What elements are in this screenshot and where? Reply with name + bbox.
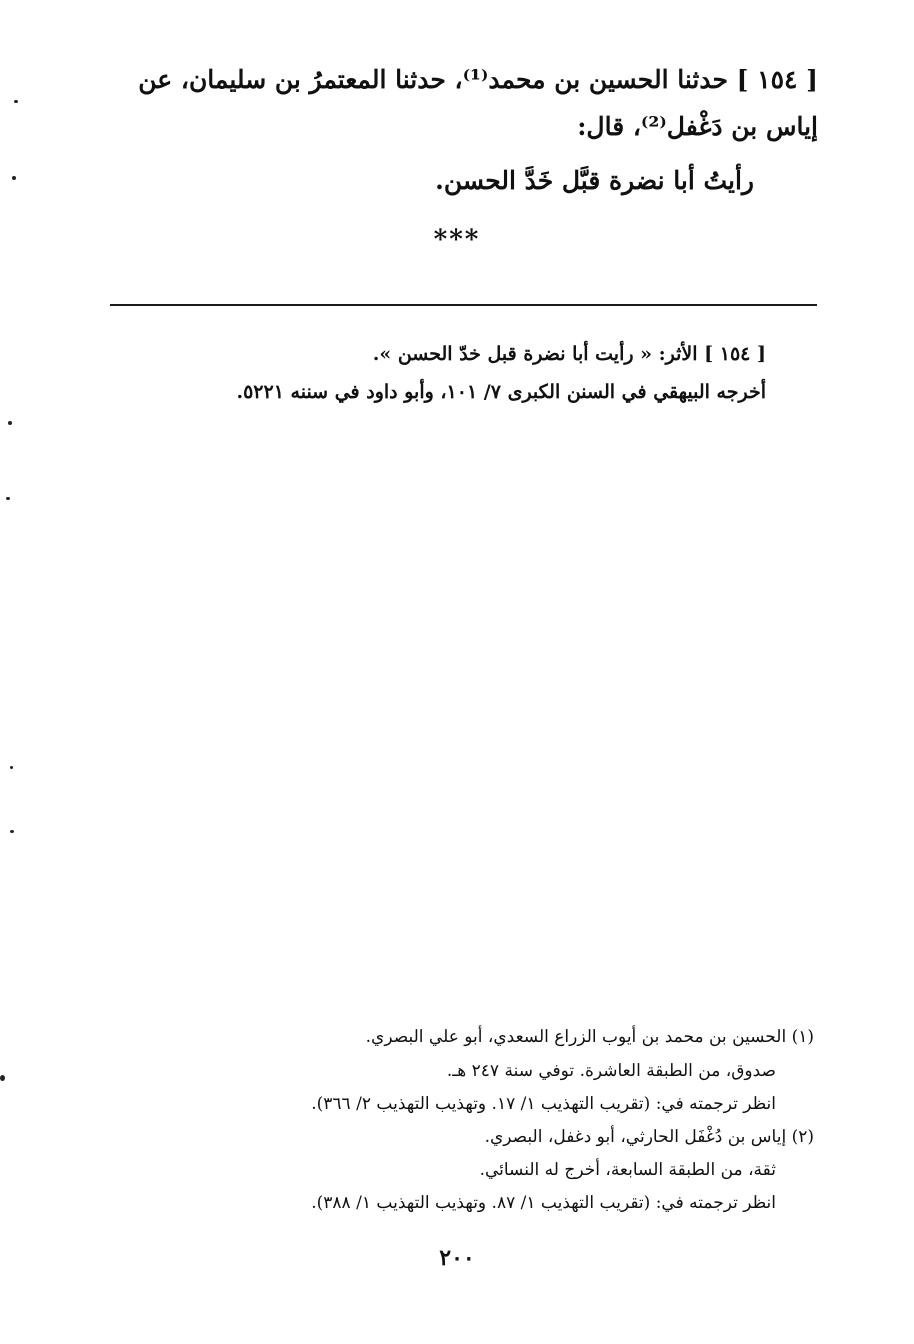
hadith-matn: رأيتُ أبا نضرة قبَّل خَدَّ الحسن. <box>435 166 754 195</box>
footnote-1-heading: (١) الحسين بن محمد بن أيوب الزراع السعدي، أبو علي البصري. <box>365 1027 814 1047</box>
section-separator: *** <box>433 225 481 255</box>
page-number: ٢٠٠ <box>439 1245 475 1271</box>
footnote-1-reference: انظر ترجمته في: (تقريب التهذيب ١/ ١٧. وتهذيب التهذيب ٢/ ٣٦٦). <box>311 1094 776 1114</box>
footnote-divider <box>110 304 817 306</box>
footnote-1-grade: صدوق، من الطبقة العاشرة. توفي سنة ٢٤٧ هـ. <box>446 1061 776 1081</box>
footnote-2-heading: (٢) إياس بن دُغْفَل الحارثي، أبو دغفل، البصري. <box>484 1127 814 1147</box>
athar-note-title: [ ١٥٤ ] الأثر: « رأيت أبا نضرة قبل خدّ الحسن ». <box>372 343 766 365</box>
footnote-2-reference: انظر ترجمته في: (تقريب التهذيب ١/ ٨٧. وتهذيب التهذيب ١/ ٣٨٨). <box>311 1193 776 1213</box>
scan-speck <box>10 766 13 769</box>
scan-speck <box>8 421 12 425</box>
scan-speck <box>0 1075 5 1081</box>
hadith-isnad-line-1: [ ١٥٤ ] حدثنا الحسين بن محمد⁽¹⁾، حدثنا المعتمرُ بن سليمان، عن <box>138 65 818 94</box>
athar-note-takhrij: أخرجه البيهقي في السنن الكبرى ٧/ ١٠١، وأبو داود في سننه ٥٢٢١. <box>236 381 766 403</box>
scan-speck <box>10 830 14 833</box>
scan-speck <box>6 497 10 500</box>
hadith-isnad-line-2: إياس بن دَغْفل⁽²⁾، قال: <box>577 112 818 141</box>
scan-speck <box>12 176 16 180</box>
footnote-2-grade: ثقة، من الطبقة السابعة، أخرج له النسائي. <box>479 1160 776 1180</box>
scan-speck <box>14 100 18 103</box>
